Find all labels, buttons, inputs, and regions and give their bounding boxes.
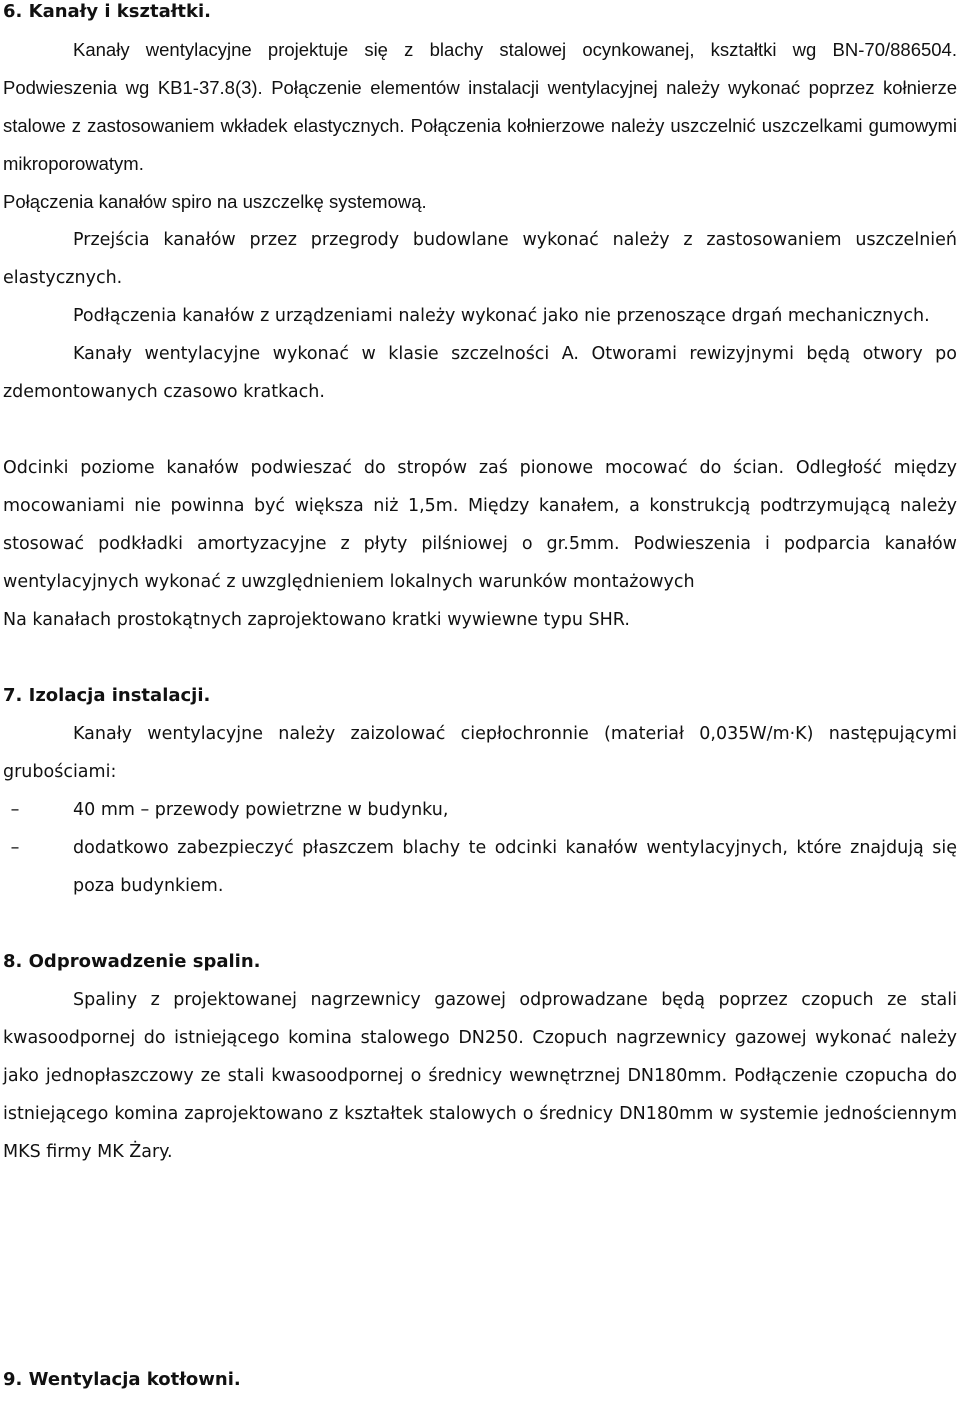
spacer bbox=[3, 905, 957, 943]
dash-bullet-icon: – bbox=[10, 838, 20, 858]
section-6-paragraph-connections: Podłączenia kanałów z urządzeniami należy wykonać jako nie przenoszące drgań mechanicznych. bbox=[73, 306, 930, 326]
list-item bbox=[3, 791, 957, 829]
section-8-heading: 8. Odprowadzenie spalin. bbox=[3, 951, 261, 972]
spacer bbox=[3, 1171, 957, 1361]
insulation-list bbox=[3, 791, 957, 905]
section-6-paragraph-ducts: Kanały wentylacyjne projektuje się z blachy stalowej ocynkowanej, kształtki wg BN-70/886504. Podwieszenia wg KB1-37.8(3). Połączenie elementów instalacji wentylacyjnej należy wykonać poprzez kołnierze stalowe z zastosowaniem wkładek elastycznych. Połączenia kołnierzowe należy uszczelnić uszczelkami gumowymi mikroporowatym. bbox=[3, 39, 957, 174]
section-6-paragraph-tightness: Kanały wentylacyjne wykonać w klasie szczelności A. Otworami rewizyjnymi będą otwory po zdemontowanych czasowo kratkach. bbox=[3, 344, 957, 402]
section-6-paragraph-supports: Odcinki poziome kanałów podwieszać do stropów zaś pionowe mocować do ścian. Odległość między mocowaniami nie powinna być większa niż 1,5m. Między kanałem, a konstrukcją podtrzymującą należy stosować podkładki amortyzacyjne z płyty pilśniowej o gr.5mm. Podwieszenia i podparcia kanałów wentylacyjnych wykonać z uwzględnieniem lokalnych warunków montażowych bbox=[3, 458, 957, 592]
list-item-text: dodatkowo zabezpieczyć płaszczem blachy te odcinki kanałów wentylacyjnych, które znajdują się poza budynkiem. bbox=[73, 838, 957, 896]
section-6-paragraph-grilles: Na kanałach prostokątnych zaprojektowano kratki wywiewne typu SHR. bbox=[3, 610, 630, 630]
section-7-heading: 7. Izolacja instalacji. bbox=[3, 685, 211, 706]
section-6-heading: 6. Kanały i kształtki. bbox=[3, 1, 211, 22]
spacer bbox=[3, 639, 957, 677]
list-item bbox=[3, 829, 957, 905]
list-item-text: 40 mm – przewody powietrzne w budynku, bbox=[73, 800, 449, 820]
section-6-paragraph-partitions: Przejścia kanałów przez przegrody budowlane wykonać należy z zastosowaniem uszczelnień elastycznych. bbox=[3, 230, 957, 288]
document-page bbox=[3, 0, 957, 1399]
section-9-heading: 9. Wentylacja kotłowni. bbox=[3, 1369, 241, 1390]
spacer bbox=[3, 411, 957, 449]
section-7-paragraph-insulation: Kanały wentylacyjne należy zaizolować ciepłochronnie (materiał 0,035W/m·K) następującymi grubościami: bbox=[3, 724, 957, 782]
section-6-paragraph-spiro: Połączenia kanałów spiro na uszczelkę systemową. bbox=[3, 191, 427, 212]
section-8-paragraph-flue: Spaliny z projektowanej nagrzewnicy gazowej odprowadzane będą poprzez czopuch ze stali kwasoodpornej do istniejącego komina stalowego DN250. Czopuch nagrzewnicy gazowej wykonać należy jako jednopłaszczowy ze stali kwasoodpornej o średnicy wewnętrznej DN180mm. Podłączenie czopucha do istniejącego komina zaprojektowano z kształtek stalowych o średnicy DN180mm w systemie jednościennym MKS firmy MK Żary. bbox=[3, 990, 957, 1162]
dash-bullet-icon: – bbox=[10, 800, 20, 820]
